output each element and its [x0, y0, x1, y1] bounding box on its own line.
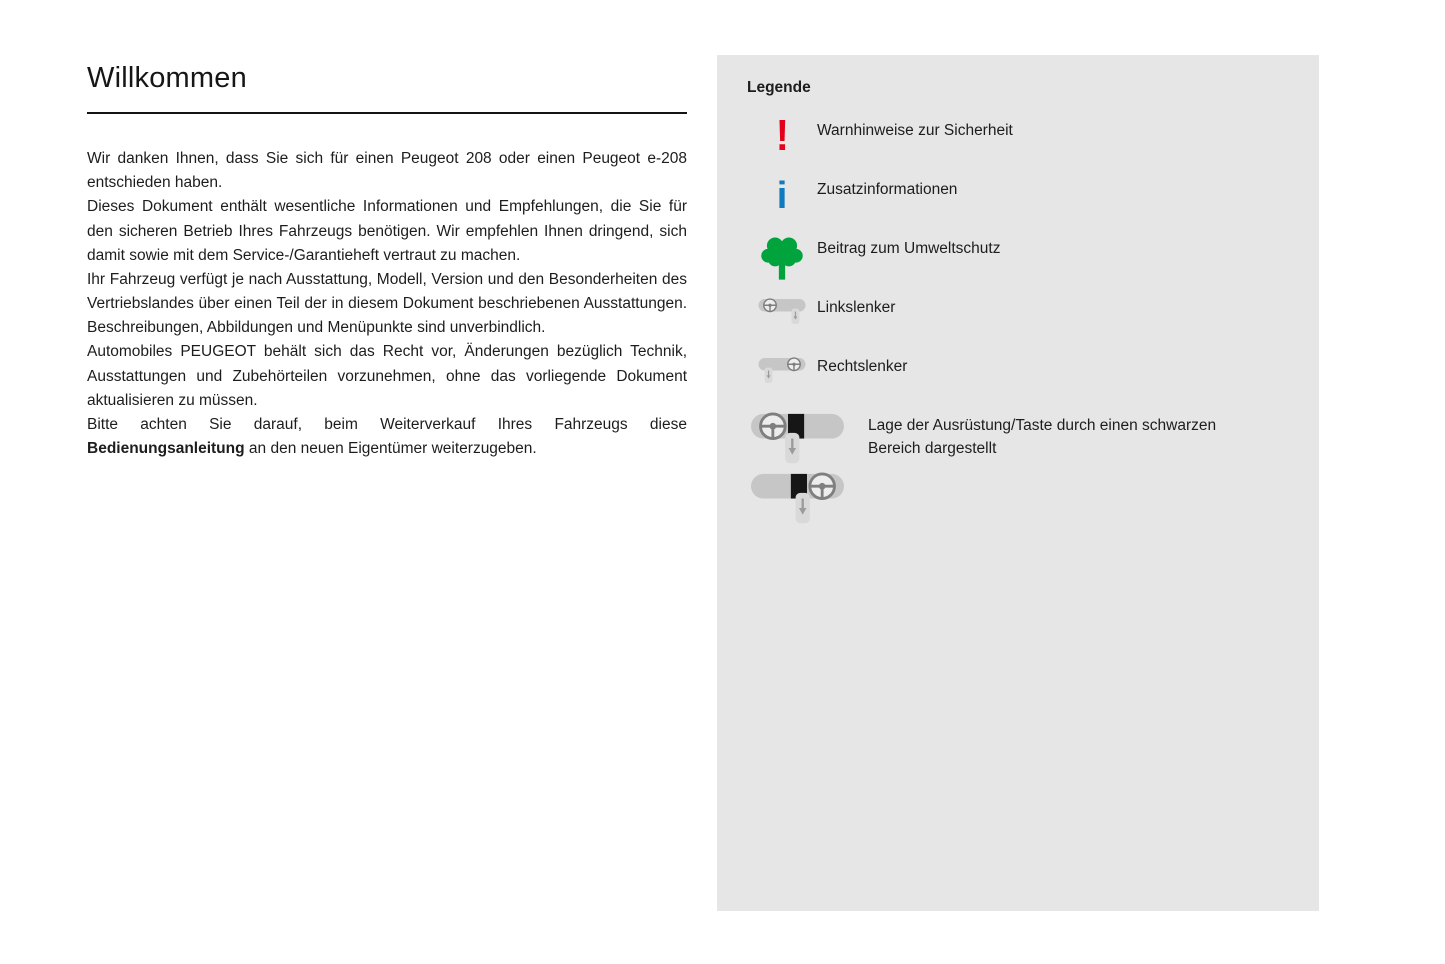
bold-term: Bedienungsanleitung [87, 440, 245, 458]
paragraph-text: an den neuen Eigentümer weiterzugeben. [244, 440, 537, 458]
black-area-lhd-icon [750, 412, 845, 467]
page-title: Willkommen [87, 62, 247, 94]
legend-item-warning [747, 111, 1289, 176]
legend-item-label: Linkslenker [817, 299, 896, 316]
paragraph-text: Bitte achten Sie darauf, beim Weiterverkauf Ihres Fahrzeugs diese [87, 415, 687, 433]
black-area-rhd-icon [750, 472, 845, 527]
legend-item-info [747, 176, 1289, 235]
legend-icon-cell [747, 235, 817, 281]
legend-icon-cell [747, 175, 817, 217]
paragraph: Dieses Dokument enthält wesentliche Informationen und Empfehlungen, die Sie für den sicheren Betrieb Ihres Fahrzeugs benötigen. Wir empfehlen Ihnen dringend, sich damit sowie mit dem Service-/Garantieheft vertraut zu machen. [87, 198, 687, 264]
info-icon: i [776, 175, 788, 217]
legend-item-label: Lage der Ausrüstung/Taste durch einen schwarzen Bereich dargestellt [868, 417, 1217, 458]
legend-icon-cell [747, 294, 817, 326]
legend-panel [717, 55, 1319, 911]
intro-text [87, 147, 687, 461]
legend-item-lhd [747, 294, 1289, 353]
warning-icon: ! [775, 111, 789, 160]
legend-item-rhd [747, 353, 1289, 412]
left-hand-drive-icon [758, 298, 806, 326]
legend-item-label: Rechtslenker [817, 358, 908, 375]
paragraph: Automobiles PEUGEOT behält sich das Recht vor, Änderungen bezüglich Technik, Ausstattungen und Zubehörteilen vorzunehmen, ohne das vorliegende Dokument aktualisieren zu müssen. [87, 343, 687, 409]
tree-icon [760, 233, 804, 281]
right-hand-drive-icon [758, 357, 806, 385]
legend-icon-cell [747, 353, 817, 385]
legend-item-label: Beitrag zum Umweltschutz [817, 240, 1001, 257]
welcome-section [87, 62, 687, 461]
legend-icon-cell [747, 111, 817, 160]
legend-item-environment [747, 235, 1289, 294]
legend-item-black-area [747, 412, 1289, 532]
title-divider [87, 112, 687, 114]
paragraph [87, 413, 687, 461]
legend-item-label: Warnhinweise zur Sicherheit [817, 122, 1013, 139]
legend-title: Legende [747, 79, 811, 96]
paragraph: Wir danken Ihnen, dass Sie sich für einen Peugeot 208 oder einen Peugeot e-208 entschieden haben. [87, 150, 687, 192]
paragraph: Ihr Fahrzeug verfügt je nach Ausstattung, Modell, Version und den Besonderheiten des Vertriebslandes über einen Teil der in diesem Dokument beschriebenen Ausstattungen. Beschreibungen, Abbildungen und Menüpunkte sind unverbindlich. [87, 270, 687, 337]
legend-icon-cell [747, 412, 868, 527]
legend-item-label: Zusatzinformationen [817, 181, 958, 198]
